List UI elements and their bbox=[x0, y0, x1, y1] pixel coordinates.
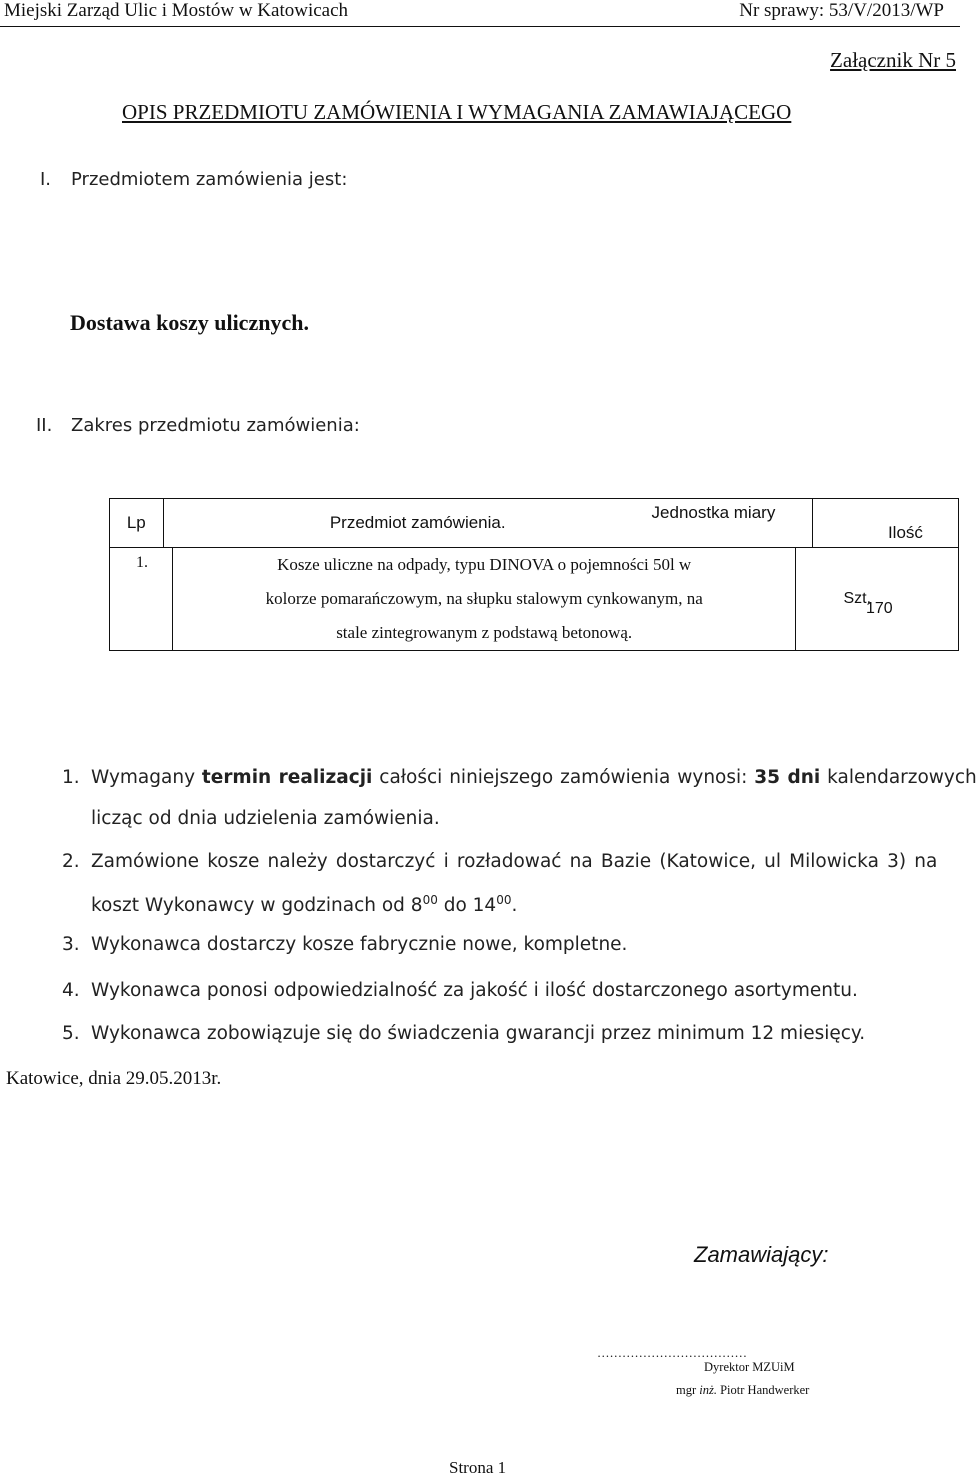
page-number: Strona 1 bbox=[449, 1458, 507, 1477]
section-1-heading: Przedmiotem zamówienia jest: bbox=[71, 169, 348, 190]
req1-part: Wymagany bbox=[91, 767, 202, 788]
section-2-number: II. bbox=[36, 415, 53, 436]
header-organization: Miejski Zarząd Ulic i Mostów w Katowicach bbox=[4, 0, 349, 21]
table-header-qty-group bbox=[651, 499, 958, 548]
signature-name bbox=[676, 1383, 809, 1398]
req1-term-bold: termin realizacji bbox=[201, 767, 373, 788]
row-description bbox=[172, 548, 796, 651]
table-header-qty: Ilość bbox=[887, 523, 923, 542]
requirement-1-number: 1. bbox=[62, 767, 80, 788]
items-table-body bbox=[109, 547, 959, 651]
items-table bbox=[109, 498, 959, 548]
row-lp: 1. bbox=[110, 548, 173, 651]
section-2-heading: Zakres przedmiotu zamówienia: bbox=[71, 415, 360, 436]
signature-role: Dyrektor MZUiM bbox=[704, 1360, 795, 1374]
requirement-5-number: 5. bbox=[62, 1023, 80, 1044]
requirement-1-line2: licząc od dnia udzielenia zamówienia. bbox=[91, 808, 440, 829]
row-unit-qty bbox=[796, 548, 959, 651]
req1-part: kalendarzowych bbox=[820, 767, 977, 788]
header-rule bbox=[0, 26, 960, 27]
order-subject: Dostawa koszy ulicznych. bbox=[70, 310, 309, 335]
requirement-2-line2 bbox=[91, 893, 517, 916]
requirement-2-line1: Zamówione kosze należy dostarczyć i rozładować na Bazie (Katowice, ul Milowicka 3) na bbox=[91, 851, 938, 872]
table-header-lp: Lp bbox=[110, 499, 164, 548]
requirement-3-number: 3. bbox=[62, 934, 80, 955]
document-title: OPIS PRZEDMIOTU ZAMÓWIENIA I WYMAGANIA ZAMAWIAJĄCEGO bbox=[122, 100, 792, 124]
signature-name-part: Piotr Handwerker bbox=[716, 1383, 810, 1397]
req2-sup: 00 bbox=[496, 893, 512, 907]
table-header-row bbox=[110, 499, 959, 548]
place-and-date: Katowice, dnia 29.05.2013r. bbox=[6, 1068, 222, 1089]
signature-label: Zamawiający: bbox=[694, 1242, 829, 1267]
row-quantity: 170 bbox=[866, 600, 893, 617]
attachment-label: Załącznik Nr 5 bbox=[830, 48, 956, 72]
signature-title: inż. bbox=[699, 1383, 717, 1397]
requirement-4-number: 4. bbox=[62, 980, 80, 1001]
requirement-4-text: Wykonawca ponosi odpowiedzialność za jakość i ilość dostarczonego asortymentu. bbox=[91, 980, 858, 1001]
requirement-5-text: Wykonawca zobowiązuje się do świadczenia gwarancji przez minimum 12 miesięcy. bbox=[91, 1023, 866, 1044]
req2-part: koszt Wykonawcy w godzinach od 8 bbox=[91, 895, 423, 917]
section-1-number: I. bbox=[40, 169, 52, 190]
signature-name-part: mgr bbox=[676, 1383, 700, 1397]
requirement-2-number: 2. bbox=[62, 851, 80, 872]
req2-part: do 14 bbox=[437, 895, 497, 917]
table-header-unit: Jednostka miary bbox=[651, 503, 776, 522]
row-description-line: kolorze pomarańczowym, na słupku stalowym cynkowanym, na bbox=[265, 589, 703, 608]
row-unit: Szt. bbox=[843, 590, 872, 607]
row-description-line: stale zintegrowanym z podstawą betonową. bbox=[336, 623, 633, 642]
req2-sup: 00 bbox=[422, 893, 438, 907]
row-description-line: Kosze uliczne na odpady, typu DINOVA o pojemności 50l w bbox=[277, 555, 692, 574]
signature-dots: ……………………………… bbox=[597, 1346, 747, 1360]
requirement-3-text: Wykonawca dostarczy kosze fabrycznie nowe, kompletne. bbox=[91, 934, 628, 955]
table-row bbox=[110, 548, 959, 651]
requirement-1-line bbox=[91, 767, 977, 788]
header-case-number: Nr sprawy: 53/V/2013/WP bbox=[739, 0, 944, 21]
req1-days-bold: 35 dni bbox=[754, 767, 821, 788]
table-header-subject: Przedmiot zamówienia. bbox=[163, 499, 812, 548]
req1-part: całości niniejszego zamówienia wynosi: bbox=[372, 767, 755, 788]
req2-part: . bbox=[511, 895, 518, 917]
